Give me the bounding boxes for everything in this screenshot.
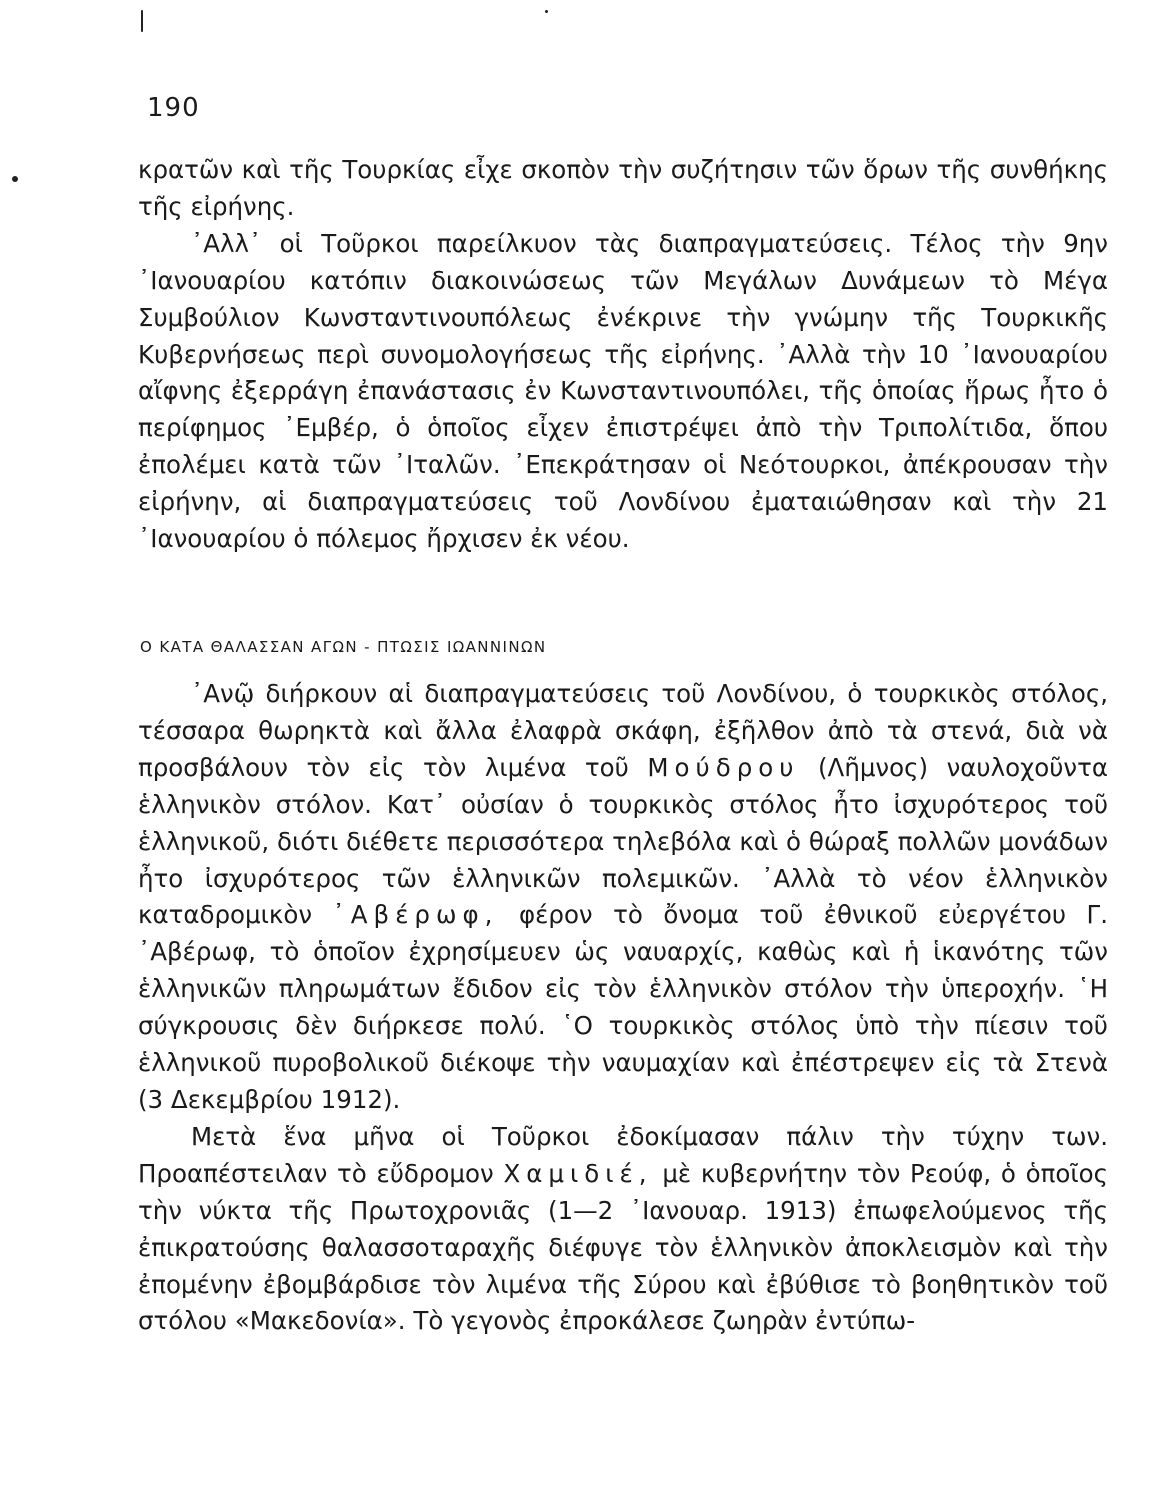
ship-name-hamidie: Χαμιδιέ, bbox=[503, 1158, 653, 1188]
paragraph-negotiations: ᾿Αλλ᾿ οἱ Τοῦρκοι παρείλκυον τὰς διαπραγματεύσεις. Τέλος τὴν 9ην ᾿Ιανουαρίου κατόπιν διακοινώσεως τῶν Μεγάλων Δυνάμεων τὸ Μέγα Συμβούλιον Κωνσταντινουπόλεως ἐνέκρινε τὴν γνώμην τῆς Τουρκικῆς Κυβερνήσεως περὶ συνομολογήσεως τῆς εἰρήνης. ᾿Αλλὰ τὴν 10 ᾿Ιανουαρίου αἴφνης ἐξερράγη ἐπανάστασις ἐν Κωνσταντινουπόλει, τῆς ὁποίας ἥρως ἦτο ὁ περίφημος ᾿Εμβέρ, ὁ ὁποῖος εἶχεν ἐπιστρέψει ἀπὸ τὴν Τριπολίτιδα, ὅπου ἐπολέμει κατὰ τῶν ᾿Ιταλῶν. ᾿Επεκράτησαν οἱ Νεότουρκοι, ἀπέκρουσαν τὴν εἰρήνην, αἱ διαπραγματεύσεις τοῦ Λονδίνου ἐματαιώθησαν καὶ τὴν 21 ᾿Ιανουαρίου ὁ πόλεμος ἤρχισεν ἐκ νέου. bbox=[138, 228, 1108, 554]
scan-speck bbox=[545, 10, 548, 13]
paragraph-naval-battle bbox=[138, 676, 1108, 1119]
text-run: φέρον τὸ ὄνομα τοῦ ἐθνικοῦ εὐεργέτου Γ. ᾿Αβέρωφ, τὸ ὁποῖον ἐχρησίμευεν ὡς ναυαρχίς, καθὼς καὶ ἡ ἱκανότης τῶν ἑλληνικῶν πληρωμάτων ἔδιδον εἰς τὸν ἑλληνικὸν στόλον τὴν ὑπεροχήν. ῾Η σύγκρουσις δὲν διήρκεσε πολύ. ῾Ο τουρκικὸς στόλος ὑπὸ τὴν πίεσιν τοῦ ἑλληνικοῦ πυροβολικοῦ διέκοψε τὴν ναυμαχίαν καὶ ἐπέστρεψεν εἰς τὰ Στενὰ (3 Δεκεμβρίου 1912). bbox=[138, 900, 1108, 1114]
place-name-mudros: Μούδρου bbox=[647, 752, 800, 782]
paragraph-continuation: κρατῶν καὶ τῆς Τουρκίας εἶχε σκοπὸν τὴν συζήτησιν τῶν ὅρων τῆς συνθήκης τῆς εἰρήνης. bbox=[138, 155, 1108, 221]
text-run: (Λῆμνος) ναυλοχοῦντα ἑλληνικὸν στόλον. Κατ᾿ οὐσίαν ὁ τουρκικὸς στόλος ἦτο ἰσχυρότερος τοῦ ἑλληνικοῦ, διότι διέθετε περισσότερα τηλεβόλα καὶ ὁ θώραξ πολλῶν μονάδων ἦτο ἰσχυρότερος τῶν ἑλληνικῶν πολεμικῶν. ᾿Αλλὰ τὸ νέον ἑλληνικὸν καταδρομικὸν bbox=[138, 752, 1109, 930]
paragraph-hamidie bbox=[138, 1119, 1108, 1340]
section-heading: Ο ΚΑΤΑ ΘΑΛΑΣΣΑΝ ΑΓΩΝ - ΠΤΩΣΙΣ ΙΩΑΝΝΙΝΩΝ bbox=[140, 638, 547, 656]
text-block-top bbox=[138, 152, 1108, 558]
text-block-bottom bbox=[138, 676, 1108, 1340]
scan-speck bbox=[12, 176, 18, 182]
text-run: ᾿Ανῷ διήρκουν αἱ διαπραγματεύσεις τοῦ Λονδίνου, ὁ τουρκικὸς στόλος, τέσσαρα θωρηκτὰ καὶ ἄλλα ἐλαφρὰ σκάφη, ἐξῆλθον ἀπὸ τὰ στενά, διὰ νὰ προσβάλουν τὸν εἰς τὸν λιμένα τοῦ bbox=[138, 679, 1108, 782]
ship-name-averof: ᾿Αβέρωφ, bbox=[332, 900, 499, 930]
scan-speck bbox=[141, 10, 143, 32]
page-number: 190 bbox=[147, 93, 200, 123]
text-run: Μετὰ ἕνα μῆνα οἱ Τοῦρκοι ἐδοκίμασαν πάλιν τὴν τύχην των. Προαπέστειλαν τὸ εὔδρομον bbox=[138, 1121, 1108, 1188]
text-run: μὲ κυβερνήτην τὸν Ρεούφ, ὁ ὁποῖος τὴν νύκτα τῆς Πρωτοχρονιᾶς (1—2 ᾿Ιανουαρ. 1913) ἐπωφελούμενος τῆς ἐπικρατούσης θαλασσοταραχῆς διέφυγε τὸν ἑλληνικὸν ἀποκλεισμὸν καὶ τὴν ἐπομένην ἐβομβάρδισε τὸν λιμένα τῆς Σύρου καὶ ἐβύθισε τὸ βοηθητικὸν τοῦ στόλου «Μακεδονία». Τὸ γεγονὸς ἐπροκάλεσε ζωηρὰν ἐντύπω- bbox=[138, 1158, 1108, 1336]
